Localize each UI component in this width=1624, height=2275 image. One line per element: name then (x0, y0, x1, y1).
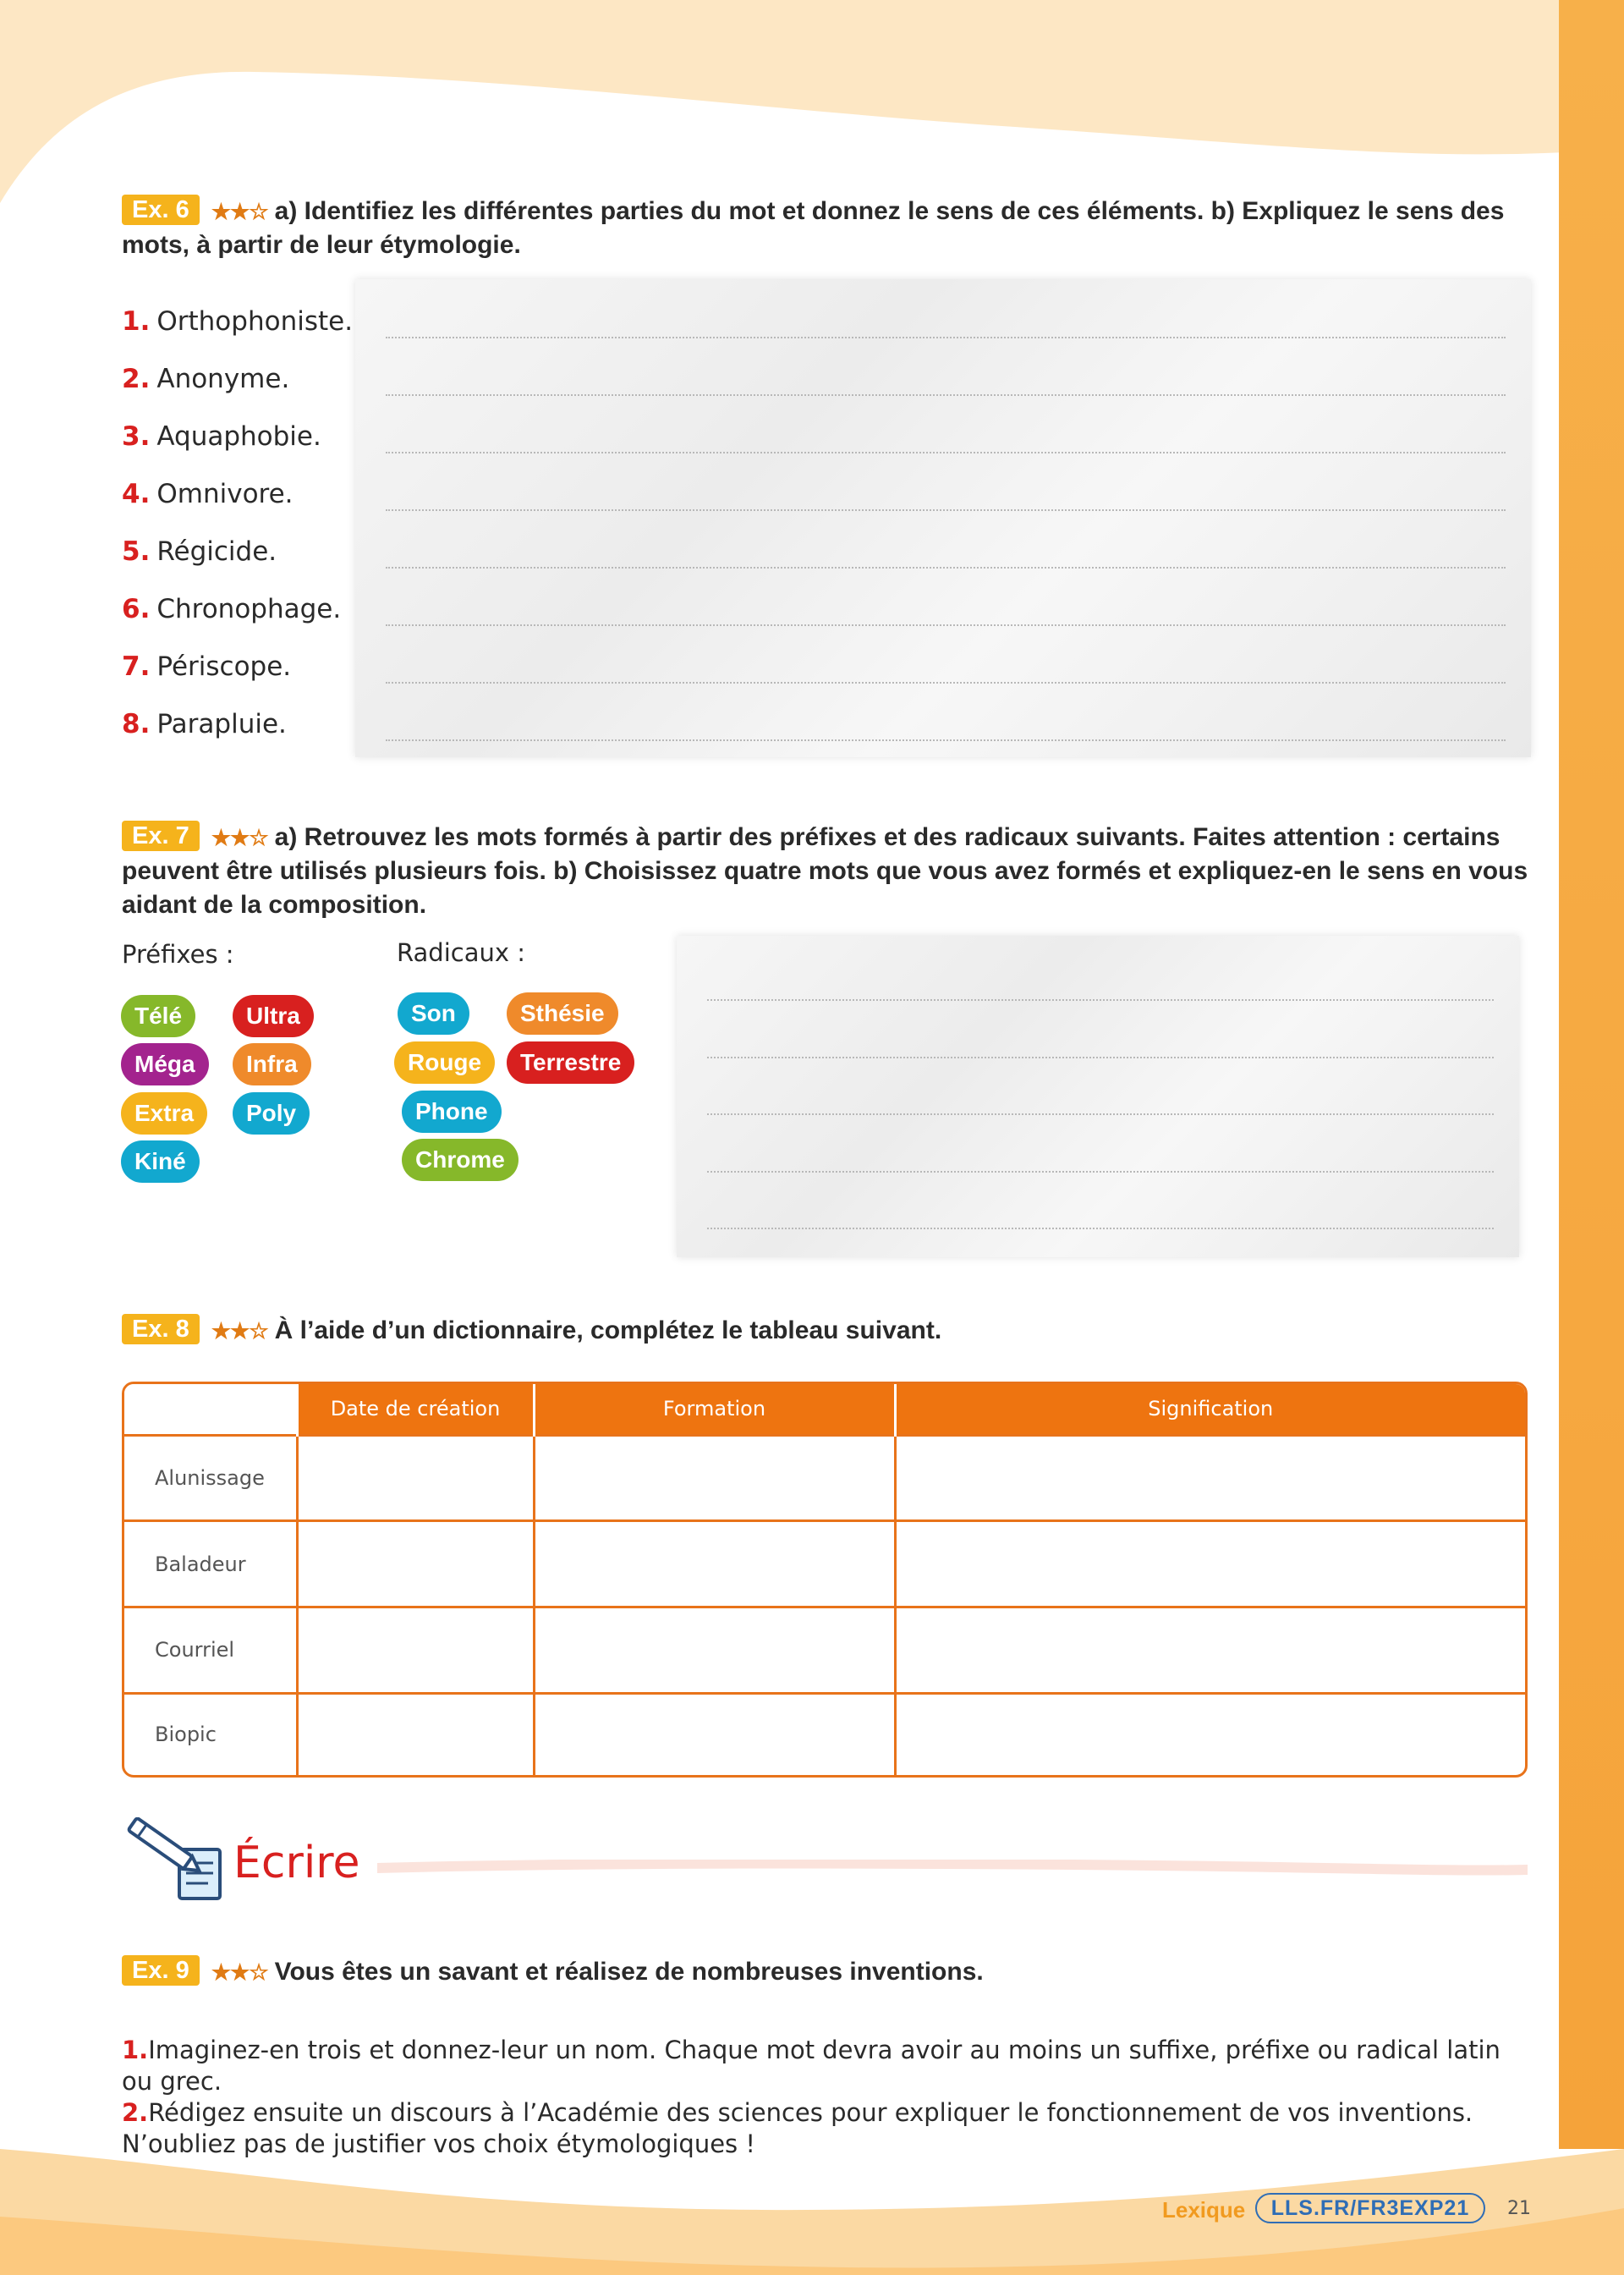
prefix-pill: Ultra (233, 995, 314, 1037)
prefix-pill: Méga (121, 1043, 209, 1085)
table-cell[interactable] (895, 1607, 1525, 1693)
section-divider (377, 1860, 1528, 1877)
ex7-badge: Ex. 7 (122, 821, 200, 851)
ex6-header (122, 195, 1529, 262)
radical-pill: Rouge (394, 1041, 495, 1084)
list-item: 1.Imaginez-en trois et donnez-leur un nom. Chaque mot devra avoir au moins un suffixe, préfixe ou radical latin ou grec. (122, 2036, 1501, 2096)
table-cell[interactable] (534, 1693, 895, 1775)
ex7-header (122, 821, 1529, 922)
ex9-badge: Ex. 9 (122, 1955, 200, 1986)
prefix-pill: Kiné (121, 1140, 200, 1183)
ex7-instruction: a) Retrouvez les mots formés à partir des préfixes et des radicaux suivants. Faites attention : certains peuvent être utilisés plusieurs fois. b) Choisissez quatre mots que vous avez formés et expliquez-en le sens en vous aidant de la composition. (122, 823, 1528, 919)
notebook-pencil-icon (127, 1817, 233, 1902)
table-row (124, 1521, 1525, 1607)
row-label: Baladeur (124, 1521, 297, 1607)
prefix-pill: Infra (233, 1043, 311, 1085)
list-item: 6. Chronophage. (122, 594, 342, 624)
list-item: 7. Périscope. (122, 651, 292, 682)
section-title: Écrire (233, 1838, 360, 1888)
list-item: 8. Parapluie. (122, 709, 287, 739)
column-header: Formation (534, 1384, 895, 1435)
row-label: Courriel (124, 1607, 297, 1693)
list-item: 5. Régicide. (122, 536, 277, 567)
ex8-table (122, 1382, 1528, 1778)
table-cell[interactable] (297, 1435, 534, 1521)
ex6-badge: Ex. 6 (122, 195, 200, 225)
ex8-header (122, 1314, 1529, 1348)
footer-link[interactable]: LLS.FR/FR3EXP21 (1255, 2193, 1485, 2223)
prefix-pill: Poly (233, 1092, 310, 1135)
table-cell[interactable] (297, 1607, 534, 1693)
list-item: 2.Rédigez ensuite un discours à l’Académie des sciences pour expliquer le fonctionnement de vos inventions. N’oubliez pas de justifier vos choix étymologiques ! (122, 2098, 1473, 2158)
list-item: 1. Orthophoniste. (122, 306, 354, 337)
prefix-pill: Extra (121, 1092, 207, 1135)
row-label: Alunissage (124, 1435, 297, 1521)
table-cell[interactable] (534, 1435, 895, 1521)
difficulty-stars-icon: ★★☆ (211, 1318, 268, 1344)
column-header: Date de création (297, 1384, 534, 1435)
prefix-pill: Télé (121, 995, 195, 1037)
table-row (124, 1607, 1525, 1693)
ex6-word-list (122, 301, 353, 761)
list-item: 4. Omnivore. (122, 479, 294, 509)
prefixes-label: Préfixes : (122, 940, 234, 969)
footer-section-label: Lexique (1162, 2197, 1246, 2223)
table-row (124, 1435, 1525, 1521)
difficulty-stars-icon: ★★☆ (211, 199, 268, 224)
table-corner (124, 1384, 297, 1435)
right-margin-band (1559, 0, 1624, 2149)
radical-pill: Son (398, 992, 469, 1035)
radical-pill: Sthésie (507, 992, 618, 1035)
ex6-instruction: a) Identifiez les différentes parties du mot et donnez le sens de ces éléments. b) Expliquez le sens des mots, à partir de leur étymologie. (122, 197, 1505, 259)
ex8-badge: Ex. 8 (122, 1314, 200, 1344)
ex7-writing-area[interactable] (677, 936, 1519, 1257)
table-cell[interactable] (895, 1435, 1525, 1521)
ex9-instruction: Vous êtes un savant et réalisez de nombreuses inventions. (274, 1958, 984, 1986)
table-row (124, 1693, 1525, 1775)
list-item: 3. Aquaphobie. (122, 421, 321, 452)
difficulty-stars-icon: ★★☆ (211, 825, 268, 850)
table-cell[interactable] (895, 1521, 1525, 1607)
column-header: Signification (895, 1384, 1525, 1435)
page-number: 21 (1507, 2198, 1531, 2219)
row-label: Biopic (124, 1693, 297, 1775)
table-cell[interactable] (534, 1521, 895, 1607)
radical-pill: Terrestre (507, 1041, 634, 1084)
radicals-label: Radicaux : (397, 938, 525, 967)
radical-pill: Phone (402, 1091, 502, 1133)
ex9-header (122, 1955, 1529, 1989)
radical-pill: Chrome (402, 1139, 518, 1181)
ex8-instruction: À l’aide d’un dictionnaire, complétez le tableau suivant. (274, 1316, 942, 1344)
ex6-writing-area[interactable] (355, 279, 1531, 757)
ex9-body (122, 2035, 1526, 2160)
difficulty-stars-icon: ★★☆ (211, 1959, 268, 1985)
table-cell[interactable] (534, 1607, 895, 1693)
table-cell[interactable] (297, 1693, 534, 1775)
table-cell[interactable] (297, 1521, 534, 1607)
table-cell[interactable] (895, 1693, 1525, 1775)
list-item: 2. Anonyme. (122, 364, 290, 394)
